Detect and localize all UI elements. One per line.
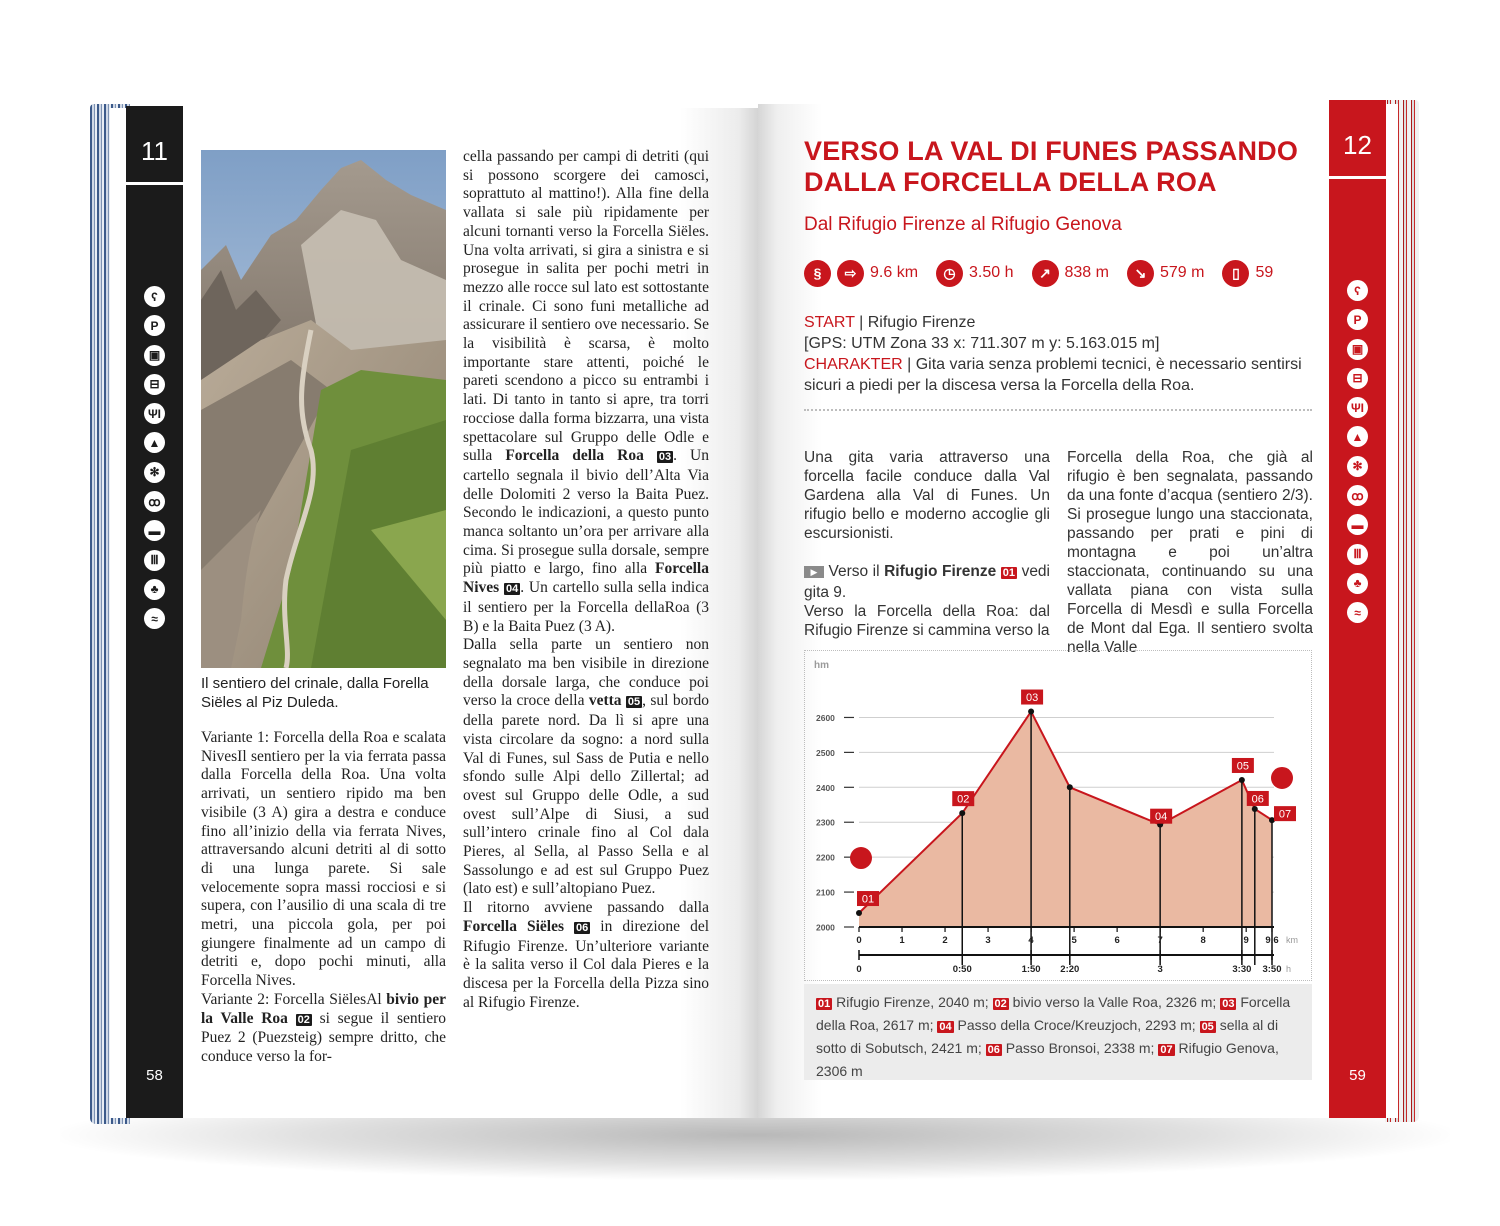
book-page-icon: ▯ xyxy=(1222,260,1249,287)
y-axis-unit: hm xyxy=(814,660,829,671)
profile-point xyxy=(1067,784,1073,790)
tour-stats xyxy=(804,258,1273,288)
bear-icon: ʕ xyxy=(1347,280,1368,301)
time-axis-unit: h xyxy=(1286,964,1292,974)
waypoint-label-05: 05 xyxy=(1236,760,1250,773)
bed-icon: ▬ xyxy=(1347,514,1368,535)
time-tick-label: 0 xyxy=(856,964,862,975)
y-tick-label: 2500 xyxy=(816,747,835,758)
snowflake-icon: ✻ xyxy=(144,462,165,483)
cable-car-icon: ⊟ xyxy=(144,374,165,395)
page-ref-value: 59 xyxy=(1255,264,1274,281)
waypoint-label-07: 07 xyxy=(1278,808,1292,821)
profile-point xyxy=(856,910,862,916)
dotted-divider xyxy=(804,409,1312,411)
title-line: DALLA FORCELLA DELLA ROA xyxy=(804,167,1217,197)
bold-place: Rifugio Firenze xyxy=(884,563,997,580)
profile-point xyxy=(1252,806,1258,812)
waypoint-badge: 06 xyxy=(576,921,589,934)
summit-icon: ▲ xyxy=(144,432,165,453)
x-tick-label: 4 xyxy=(1028,935,1034,946)
legend-text-01: Rifugio Firenze, 2040 m; xyxy=(832,994,993,1010)
directions-paragraph-2: Verso la Forcella della Roa: dal Rifugio Firenze si cammina verso la xyxy=(804,603,1050,639)
x-tick-label: 3 xyxy=(985,935,991,946)
legend-text-02: bivio verso la Valle Roa, 2326 m; xyxy=(1008,994,1221,1010)
profile-point xyxy=(1239,777,1245,783)
mountain-ridge-photo xyxy=(201,150,446,668)
legend-text-06: Passo Bronsoi, 2338 m; xyxy=(1001,1040,1159,1056)
bus-icon: ▣ xyxy=(1347,339,1368,360)
cable-car-icon: ⊟ xyxy=(1347,368,1368,389)
title-line: VERSO LA VAL DI FUNES PASSANDO xyxy=(804,136,1299,166)
bicycle-icon: ꝏ xyxy=(1347,485,1368,506)
tree-icon: ♣ xyxy=(1347,573,1368,594)
snowflake-icon: ✻ xyxy=(1347,456,1368,477)
page-number: 58 xyxy=(146,1067,163,1084)
legend-badge-07: 07 xyxy=(1160,1044,1173,1056)
time-tick-label: 0:50 xyxy=(952,964,972,975)
text-column-right-2 xyxy=(1067,448,1313,657)
text-run: in direzione del Rifugio Firenze. Un’ulteriore variante è la salita verso il Col dala Pieres e la discesa per la Forcella della Pizza sino al Rifugio Firenze. xyxy=(463,917,710,1011)
text-run: . Un cartello sulla sella indica il sentiero per la Forcella dellaRoa (3 B) e la Baita Puez (3 A). xyxy=(463,579,710,635)
swimming-icon: ≈ xyxy=(1347,602,1368,623)
time-tick-label: 3 xyxy=(1157,964,1163,975)
legend-text-07: Rifugio Genova, 2306 m xyxy=(816,1040,1279,1079)
time-tick-label: 3:50 xyxy=(1262,964,1282,975)
character-label: CHARAKTER xyxy=(804,356,903,373)
directions-paragraph xyxy=(804,562,1050,602)
character-line xyxy=(804,354,1314,396)
legend-badge-02: 02 xyxy=(994,998,1007,1010)
band-divider xyxy=(126,182,183,185)
profile-point xyxy=(959,810,965,816)
icon-column xyxy=(144,286,166,638)
bicycle-icon: ꝏ xyxy=(144,491,165,512)
restaurant-icon: ΨI xyxy=(144,403,165,424)
legend-badge-06: 06 xyxy=(987,1044,1000,1056)
x-tick-label: 6 xyxy=(1114,935,1120,946)
waypoint-label-06: 06 xyxy=(1251,793,1264,806)
bold-place: Forcella della Roa xyxy=(505,447,644,465)
y-tick-label: 2300 xyxy=(816,817,835,828)
route-icon: § xyxy=(804,260,831,287)
y-tick-label: 2000 xyxy=(816,922,835,933)
ascent-value: 838 m xyxy=(1064,264,1109,281)
x-tick-label: 8 xyxy=(1200,935,1206,946)
elevation-profile-chart xyxy=(804,650,1312,981)
restaurant-icon: ΨI xyxy=(1347,397,1368,418)
route-paragraph-1 xyxy=(463,148,709,636)
x-tick-label: 7 xyxy=(1157,935,1163,946)
descent-value: 579 m xyxy=(1159,264,1205,281)
variante-2-paragraph xyxy=(201,991,446,1067)
x-tick-label: 9,6 xyxy=(1265,935,1279,946)
text-column-right-1 xyxy=(804,448,1050,640)
profile-area xyxy=(859,712,1272,927)
x-tick-label: 0 xyxy=(856,935,862,946)
summit-icon: ▲ xyxy=(1347,426,1368,447)
legend-text-04: Passo della Croce/Kreuzjoch, 2293 m; xyxy=(953,1017,1200,1033)
text-column-left-1 xyxy=(201,729,446,1067)
bus-icon: ▣ xyxy=(144,345,165,366)
chapter-band-right xyxy=(1329,100,1386,1118)
waypoint-badge: 02 xyxy=(297,1013,310,1026)
icon-column xyxy=(1347,280,1369,632)
parking-icon: P xyxy=(144,315,165,336)
start-line xyxy=(804,312,1314,333)
legend-badge-01: 01 xyxy=(818,998,831,1010)
character-text: | Gita varia senza problemi tecnici, è necessario sentirsi sicuri a piedi per la discesa versa la Forcella della Roa. xyxy=(804,356,1302,394)
swimming-icon: ≈ xyxy=(144,608,165,629)
museum-icon: Ⅲ xyxy=(1347,544,1368,565)
waypoint-badge: 03 xyxy=(658,451,672,464)
time-tick-label: 1:50 xyxy=(1021,964,1041,975)
bold-place: Forcella Nives xyxy=(463,560,709,597)
distance-value: 9.6 km xyxy=(870,264,919,281)
text-run: Il ritorno avviene passando dalla xyxy=(463,899,709,917)
band-divider xyxy=(1329,176,1386,179)
bold-place: bivio per la Valle Roa xyxy=(201,990,446,1027)
parking-icon: P xyxy=(1347,309,1368,330)
waypoint-badge: 01 xyxy=(1002,567,1016,579)
text-run: vedi gita 9. xyxy=(804,563,1051,601)
legend-text-03: Forcella della Roa, 2617 m; xyxy=(816,994,1291,1033)
start-text: | Rifugio Firenze xyxy=(854,314,976,331)
waypoint-label-02: 02 xyxy=(957,793,970,806)
text-run: Verso il xyxy=(824,563,885,580)
x-tick-label: 5 xyxy=(1071,935,1077,946)
play-arrow-icon: ▶ xyxy=(804,566,824,578)
tour-subtitle: Dal Rifugio Firenze al Rifugio Genova xyxy=(804,214,1122,235)
route-paragraph-2 xyxy=(463,636,709,899)
x-axis-unit: km xyxy=(1286,935,1298,945)
descent-icon: ↘ xyxy=(1127,260,1154,287)
waypoint-badge: 05 xyxy=(627,696,641,709)
bold-place: Forcella Siëles xyxy=(463,917,564,935)
tour-title xyxy=(804,136,1314,198)
start-label: START xyxy=(804,314,855,331)
bold-place: vetta xyxy=(588,692,622,710)
waypoint-legend xyxy=(804,984,1312,1080)
waypoint-label-01: 01 xyxy=(861,893,875,906)
y-tick-label: 2600 xyxy=(816,712,835,723)
x-tick-label: 9 xyxy=(1243,935,1249,946)
time-tick-label: 3:30 xyxy=(1232,964,1252,975)
bear-icon: ʕ xyxy=(144,286,165,307)
ascent-icon: ↗ xyxy=(1032,260,1059,287)
end-marker xyxy=(1271,767,1293,789)
legend-badge-03: 03 xyxy=(1222,998,1235,1010)
text-run: Variante 2: Forcella SiëlesAl xyxy=(201,990,387,1008)
variante-1-paragraph: Variante 1: Forcella della Roa e scalata NivesIl sentiero per la via ferrata passa dalla Forcella della Roa. Una volta arrivati, un sentiero ripido ma ben visibile (3 A) gira a destra e conduce fino all’inizio della via ferrata Nives, attraversando alcuni detriti al di sotto di una lunga parete. Si sale velocemente sopra massi rocciosi e si supera, con l’ausilio di una scala di tre metri, una piccola gola, per poi giungere finalmente ad un campo di detriti e, dopo pochi minuti, alla Forcella Nives. xyxy=(201,729,446,990)
text-column-left-2 xyxy=(463,148,709,1012)
legend-badge-04: 04 xyxy=(939,1021,952,1033)
text-run: si segue il sentiero Puez 2 (Puezsteig) sempre dritto, che conduce verso la for- xyxy=(201,1009,447,1065)
legend-badge-05: 05 xyxy=(1201,1021,1214,1033)
tour-info xyxy=(804,312,1314,396)
legend-text-05: sella al di sotto di Sobutsch, 2421 m; xyxy=(816,1017,1279,1056)
profile-point xyxy=(1028,709,1034,715)
start-marker xyxy=(850,847,872,869)
chapter-number: 12 xyxy=(1343,130,1372,160)
text-run: , sul bordo della parete nord. Da lì si apre una vista circolare da sogno: a nord sulla Val di Funes, sul Sass de Putia e nello sfondo sulle Alpi dello Zillertal; ad ovest sul Gruppo delle Odle, a sud ovest sull’Alpe di Siusi, a sud sull’intero crinale fino al Col dala Pieres, al Sella, al Passo Sella e al Sassolungo e ad est sul Gruppo Puez (lato est) e sull’altopiano Puez. xyxy=(463,692,710,898)
bed-icon: ▬ xyxy=(144,520,165,541)
gps-line: [GPS: UTM Zona 33 x: 711.307 m y: 5.163.015 m] xyxy=(804,335,1160,352)
chapter-number: 11 xyxy=(141,136,168,166)
photo-caption: Il sentiero del crinale, dalla Forella Siëles al Piz Duleda. xyxy=(201,675,429,711)
text-run: Dalla sella parte un sentiero non segnalato ma ben visibile in direzione della dorsale larga, che conduce poi verso la croce della xyxy=(463,636,709,710)
waypoint-label-03: 03 xyxy=(1025,692,1039,705)
tree-icon: ♣ xyxy=(144,579,165,600)
time-value: 3.50 h xyxy=(969,264,1014,281)
y-tick-label: 2100 xyxy=(816,887,835,898)
y-tick-label: 2200 xyxy=(816,852,835,863)
signpost-icon: ⇨ xyxy=(837,260,864,287)
clock-icon: ◷ xyxy=(936,260,963,287)
intro-paragraph: Una gita varia attraverso una forcella facile conduce dalla Val Gardena alla Val di Funes. Un rifugio bello e moderno accoglie gli escursionisti. xyxy=(804,449,1050,542)
text-run: cella passando per campi di detriti (qui si possono scorgere dei camosci, soprattuto al mattino!). Alla fine della vallata si sale più ripidamente per alcuni tornanti verso la Forcella Siëles. Una volta arrivati, si gira a sinistra e si prosegue in salita per pochi metri in mezzo alle rocce sul lato est sottostante il crinale. Ci sono funi metalliche ad assicurare il sentiero ove necessario. Se la visibilità è scarsa, è molto importante stare attenti, poiché le pareti scendono a picco su entrambi i lati. Di tanto in tanto si apre, tra torri rocciose dalla forma bizzarra, una vista spettacolare sul Gruppo delle Odle e sulla xyxy=(463,148,709,465)
route-paragraph-3 xyxy=(463,899,709,1012)
continuation-paragraph: Forcella della Roa, che già al rifugio è ben segnalata, passando da una fonte d’acqua (sentiero 2/3). Si prosegue lungo una staccionata, passando per prati e pini di montagna e poi un’altra staccionata, continuando su una vallata piana con vista sulla Forcella di Mesdì e sulla Forcella de Mont dal Ega. Il sentiero svolta nella Valle xyxy=(1067,449,1313,656)
y-tick-label: 2400 xyxy=(816,782,835,793)
museum-icon: Ⅲ xyxy=(144,550,165,571)
page-number: 59 xyxy=(1349,1067,1366,1084)
chapter-band-left xyxy=(126,106,183,1118)
text-run: . Un cartello segnala il bivio dell’Alta Via delle Dolomiti 2 verso la Baita Puez. Secondo le indicazioni, a questo punto manca soltanto un’ora per arrivare alla cima. Si prosegue sulla dorsale, sempre più piatto e largo, fino alla xyxy=(463,447,710,578)
x-tick-label: 2 xyxy=(942,935,948,946)
waypoint-label-04: 04 xyxy=(1155,811,1168,824)
waypoint-badge: 04 xyxy=(505,583,519,596)
time-tick-label: 2:20 xyxy=(1060,964,1080,975)
x-tick-label: 1 xyxy=(899,935,905,946)
